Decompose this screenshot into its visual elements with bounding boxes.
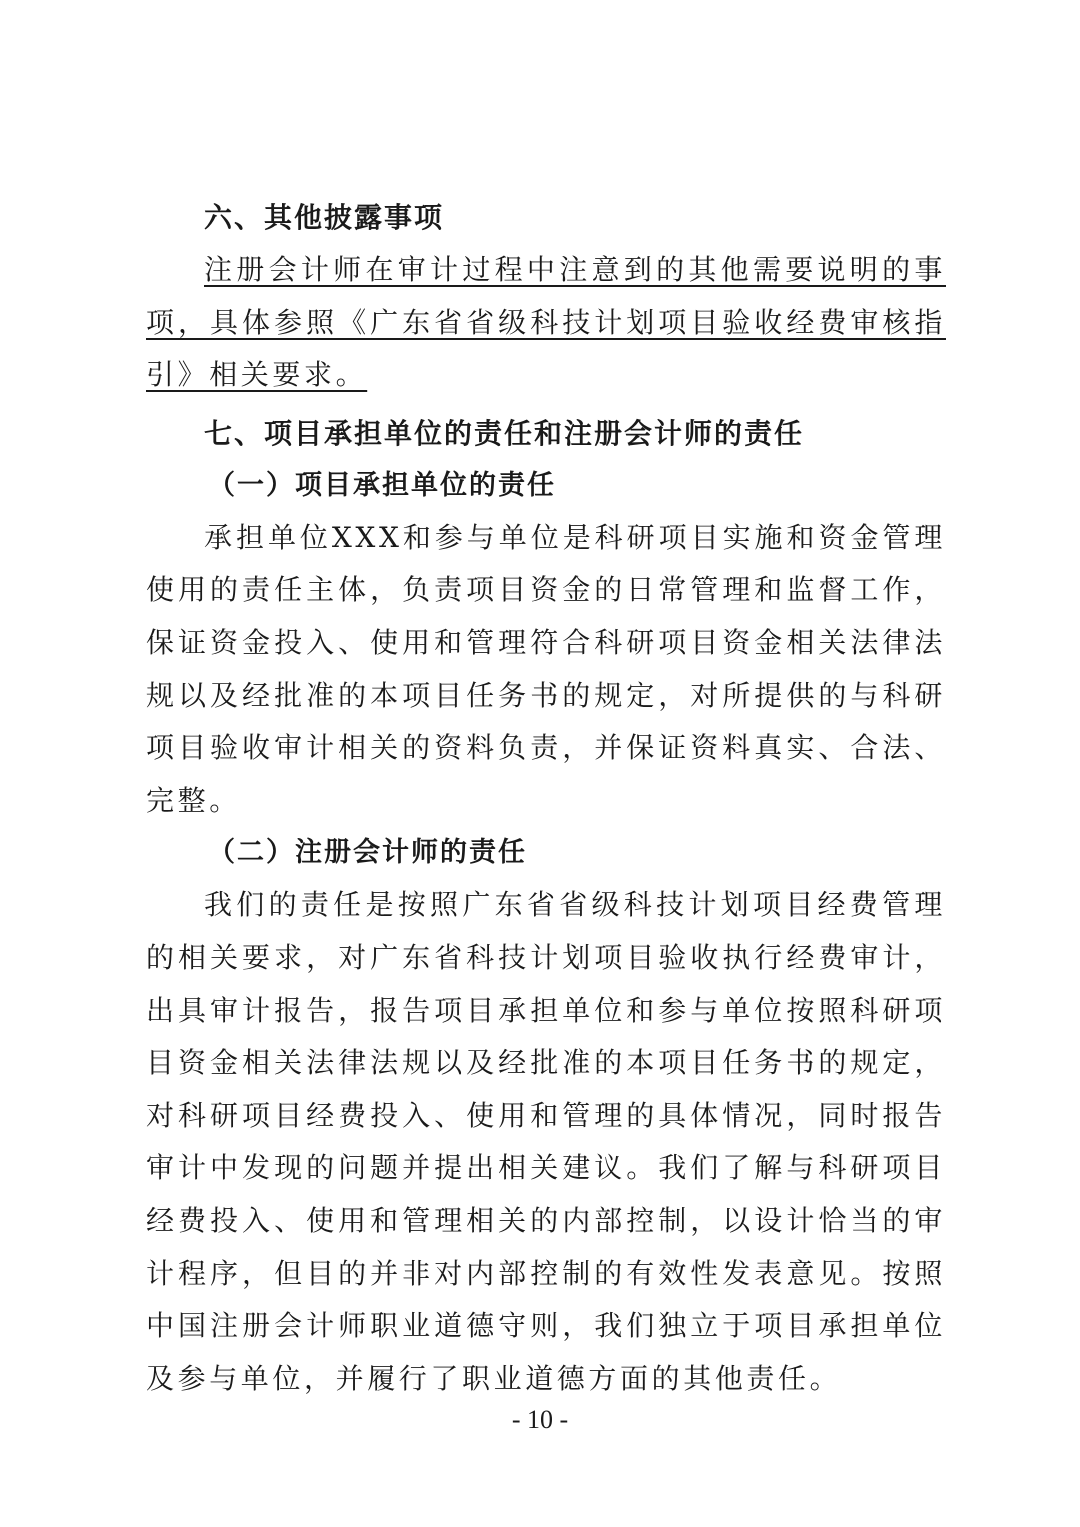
section-7-2-heading: （二）注册会计师的责任	[208, 837, 527, 869]
section-6-heading: 六、其他披露事项	[204, 201, 445, 234]
section-7-1-heading: （一）项目承担单位的责任	[208, 469, 556, 501]
section-6-paragraph-text: 注册会计师在审计过程中注意到的其他需要说明的事项，具体参照《广东省省级科技计划项目验收经费审核指引》相关要求。	[146, 253, 946, 392]
section-7-1-paragraph: 承担单位XXX和参与单位是科研项目实施和资金管理使用的责任主体，负责项目资金的日常管理和监督工作，保证资金投入、使用和管理符合科研项目资金相关法律法规以及经批准的本项目任务书的规定，对所提供的与科研项目验收审计相关的资料负责，并保证资料真实、合法、完整。	[146, 520, 946, 817]
section-7-heading: 七、项目承担单位的责任和注册会计师的责任	[204, 416, 805, 450]
section-7-2-paragraph: 我们的责任是按照广东省省级科技计划项目经费管理的相关要求，对广东省科技计划项目验收执行经费审计，出具审计报告，报告项目承担单位和参与单位按照科研项目资金相关法律法规以及经批准的本项目任务书的规定，对科研项目经费投入、使用和管理的具体情况，同时报告审计中发现的问题并提出相关建议。我们了解与科研项目经费投入、使用和管理相关的内部控制，以设计恰当的审计程序，但目的并非对内部控制的有效性发表意见。按照中国注册会计师职业道德守则，我们独立于项目承担单位及参与单位，并履行了职业道德方面的其他责任。	[146, 888, 946, 1395]
page-number: - 10 -	[511, 1405, 569, 1434]
section-6-paragraph	[146, 244, 946, 402]
page-content	[146, 192, 946, 1405]
